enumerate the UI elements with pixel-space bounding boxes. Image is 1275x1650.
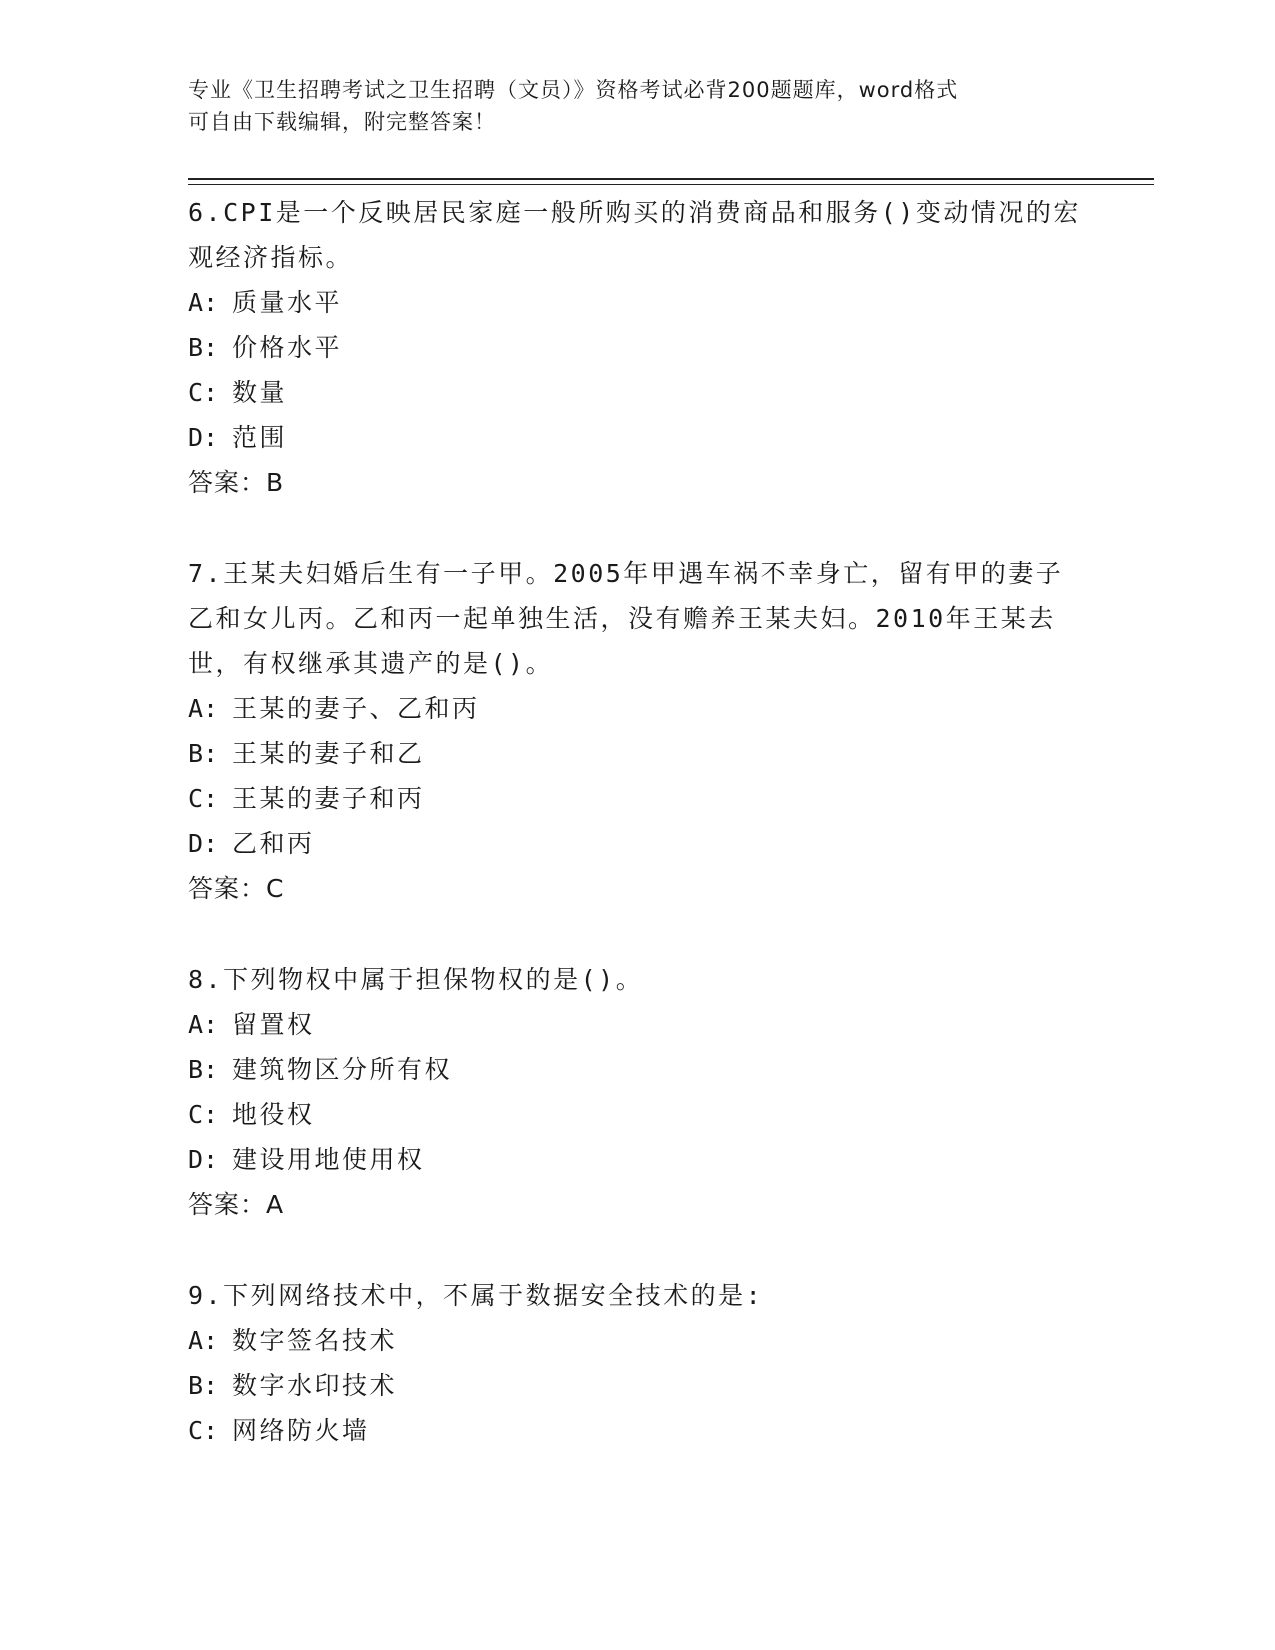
option-text: 数字签名技术 [232,1326,398,1355]
answer-line: 答案：C [188,874,285,903]
option-key: C: [188,1100,219,1129]
option-key: C: [188,378,219,407]
option-a [188,1002,1088,1047]
option-text: 网络防火墙 [232,1416,370,1445]
option-key: B: [188,1055,219,1084]
option-c [188,776,1088,821]
option-key: D: [188,1145,219,1174]
question-item [188,190,1088,505]
option-b [188,731,1088,776]
answer-line: 答案：B [188,468,285,497]
document-header [188,74,1078,138]
option-text: 王某的妻子和丙 [232,784,425,813]
option-text: 价格水平 [232,333,343,362]
option-key: B: [188,739,219,768]
option-text: 数字水印技术 [232,1371,398,1400]
option-d [188,415,1088,460]
option-text: 王某的妻子和乙 [232,739,425,768]
option-key: A: [188,288,219,317]
option-key: C: [188,784,219,813]
option-a [188,686,1088,731]
option-key: A: [188,1326,219,1355]
option-text: 留置权 [232,1010,315,1039]
option-d [188,1137,1088,1182]
option-c [188,1092,1088,1137]
option-d [188,821,1088,866]
option-a [188,280,1088,325]
question-item [188,551,1088,911]
option-c [188,370,1088,415]
option-text: 乙和丙 [232,829,315,858]
option-key: A: [188,1010,219,1039]
option-c [188,1408,1088,1453]
question-stem: 8.下列物权中属于担保物权的是()。 [188,965,644,994]
option-b [188,325,1088,370]
option-key: A: [188,694,219,723]
header-title-line1: 专业《卫生招聘考试之卫生招聘（文员）》资格考试必背200题题库，word格式 [188,78,959,102]
question-item [188,957,1088,1227]
option-key: B: [188,333,219,362]
option-text: 建筑物区分所有权 [232,1055,453,1084]
question-stem: 7.王某夫妇婚后生有一子甲。2005年甲遇车祸不幸身亡，留有甲的妻子乙和女儿丙。乙和丙一起单独生活，没有赡养王某夫妇。2010年王某去世，有权继承其遗产的是()。 [188,559,1064,678]
option-key: C: [188,1416,219,1445]
option-text: 建设用地使用权 [232,1145,425,1174]
question-stem: 6.CPI是一个反映居民家庭一般所购买的消费商品和服务()变动情况的宏观经济指标。 [188,198,1081,272]
option-text: 王某的妻子、乙和丙 [232,694,480,723]
option-text: 范围 [232,423,288,452]
question-stem: 9.下列网络技术中，不属于数据安全技术的是: [188,1281,764,1310]
option-b [188,1363,1088,1408]
question-list [188,190,1088,1499]
question-item [188,1273,1088,1453]
option-text: 地役权 [232,1100,315,1129]
option-b [188,1047,1088,1092]
header-divider-thick [188,178,1154,180]
option-text: 质量水平 [232,288,343,317]
option-text: 数量 [232,378,288,407]
option-key: D: [188,829,219,858]
header-divider-thin [188,184,1154,185]
option-key: D: [188,423,219,452]
header-title-line2: 可自由下载编辑，附完整答案！ [188,110,496,134]
option-key: B: [188,1371,219,1400]
answer-line: 答案：A [188,1190,285,1219]
option-a [188,1318,1088,1363]
